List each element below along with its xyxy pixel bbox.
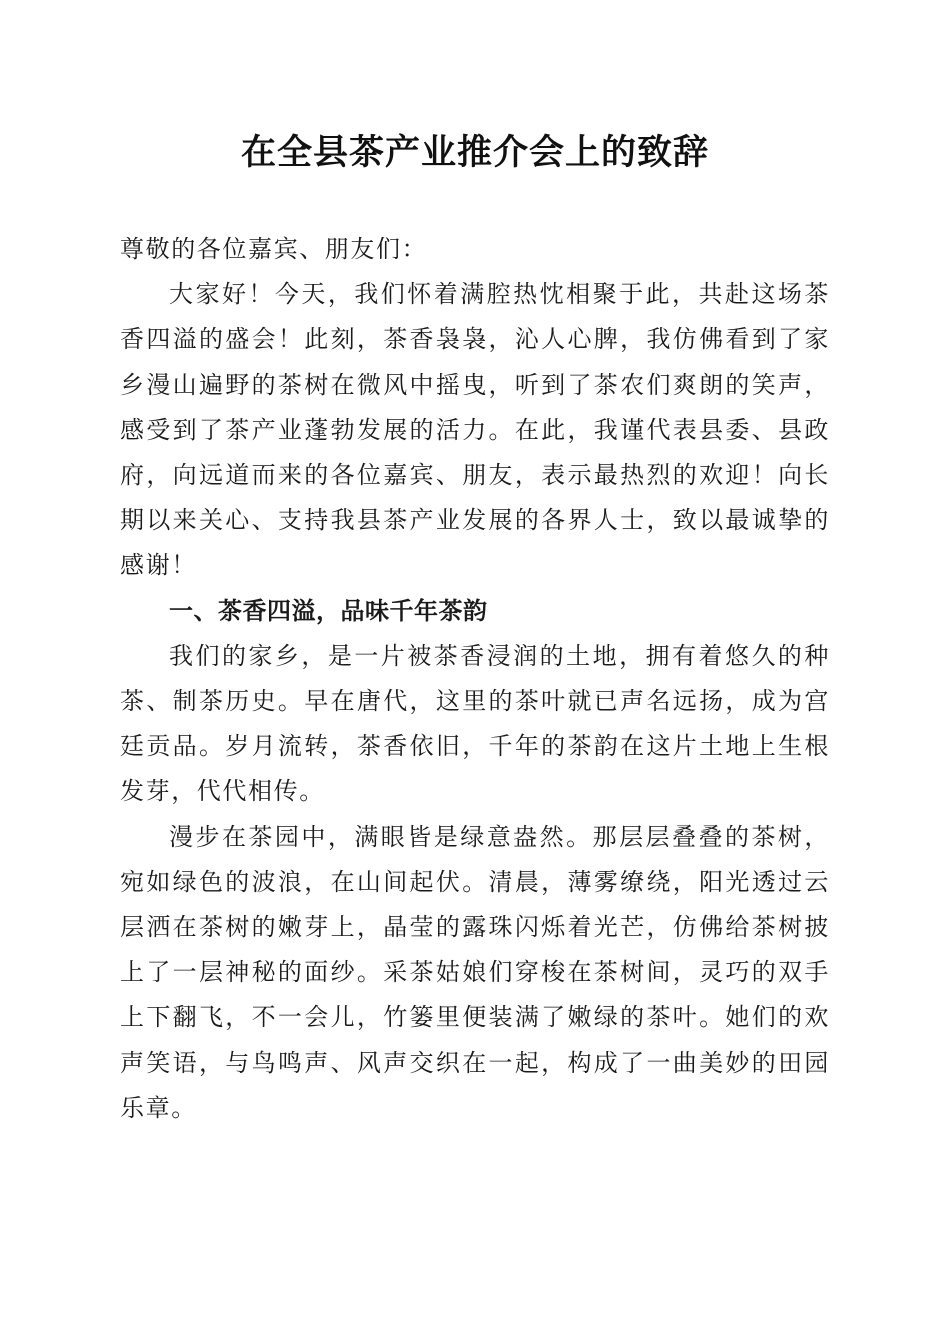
paragraph-section1-2: 漫步在茶园中，满眼皆是绿意盎然。那层层叠叠的茶树，宛如绿色的波浪，在山间起伏。清晨，薄雾缭绕，阳光透过云层洒在茶树的嫩芽上，晶莹的露珠闪烁着光芒，仿佛给茶树披上了一层神秘的面纱。采茶姑娘们穿梭在茶树间，灵巧的双手上下翻飞，不一会儿，竹篓里便装满了嫩绿的茶叶。她们的欢声笑语，与鸟鸣声、风声交织在一起，构成了一曲美妙的田园乐章。 — [120, 822, 830, 1122]
paragraph-intro: 大家好！今天，我们怀着满腔热忱相聚于此，共赴这场茶香四溢的盛会！此刻，茶香袅袅，沁人心脾，我仿佛看到了家乡漫山遍野的茶树在微风中摇曳，听到了茶农们爽朗的笑声，感受到了茶产业蓬勃发展的活力。在此，我谨代表县委、县政府，向远道而来的各位嘉宾、朋友，表示最热烈的欢迎！向长期以来关心、支持我县茶产业发展的各界人士，致以最诚挚的感谢！ — [120, 280, 830, 580]
section-heading-1: 一、茶香四溢，品味千年茶韵 — [169, 596, 488, 625]
salutation: 尊敬的各位嘉宾、朋友们： — [120, 235, 428, 263]
document-title: 在全县茶产业推介会上的致辞 — [240, 132, 709, 173]
document-body — [120, 227, 830, 1131]
paragraph-section1-1: 我们的家乡，是一片被茶香浸润的土地，拥有着悠久的种茶、制茶历史。早在唐代，这里的茶叶就已声名远扬，成为宫廷贡品。岁月流转，茶香依旧，千年的茶韵在这片土地上生根发芽，代代相传。 — [120, 641, 830, 806]
